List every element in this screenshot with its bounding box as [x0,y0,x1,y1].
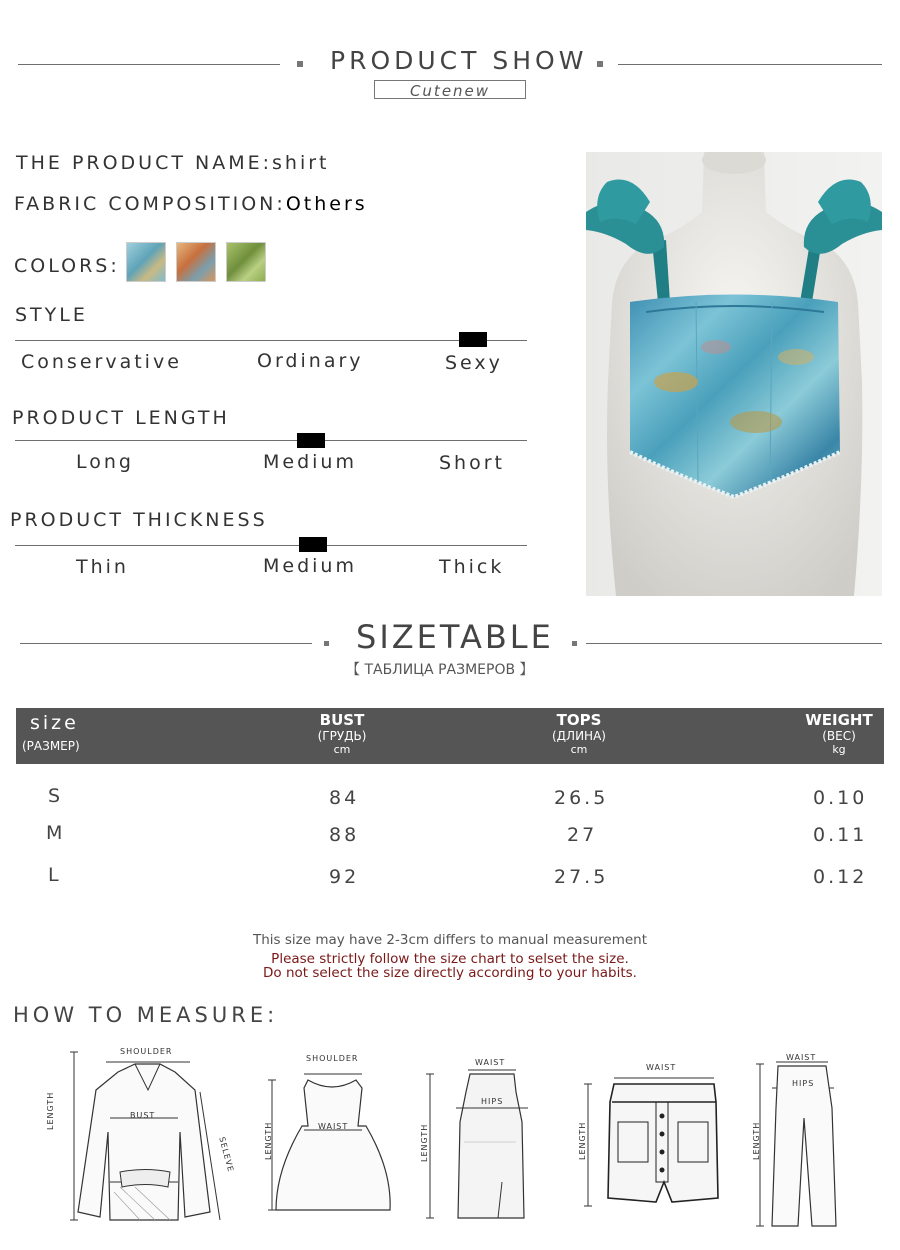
sizetable-title: SIZETABLE [356,618,554,656]
header-tops [519,708,639,764]
skirt-hips-label: HIPS [481,1097,504,1106]
style-option-ordinary: Ordinary [257,350,364,372]
style-scale-line [15,340,527,341]
thickness-scale-line [15,545,527,546]
header-weight-sub: (BEC) [822,729,856,743]
product-name-value: shirt [272,152,330,174]
table-row-l-size: L [48,864,62,886]
length-option-long: Long [76,451,134,473]
pants-hips-label: HIPS [792,1079,815,1088]
table-row-s-weight: 0.10 [813,787,868,809]
pants-length-label: LENGTH [752,1121,761,1160]
divider-dot [597,61,603,67]
note-measurement: This size may have 2-3cm differs to manual measurement [252,932,648,948]
header-weight-unit: kg [832,743,846,756]
table-row-l-weight: 0.12 [813,866,868,888]
jacket-shoulder-label: SHOULDER [120,1047,173,1056]
table-row-l-tops: 27.5 [554,866,609,888]
note-habits: Do not select the size directly according to your habits. [263,965,637,981]
divider-line [18,64,280,65]
style-option-sexy: Sexy [445,352,503,374]
table-row-m-weight: 0.11 [813,824,868,846]
header-bust-main: BUST [319,711,365,729]
table-row-l-bust: 92 [329,866,360,888]
table-row-m-size: M [46,822,66,844]
header-bust-unit: cm [333,743,351,756]
shorts-length-label: LENGTH [578,1121,587,1160]
divider-line [586,643,882,644]
divider-line [20,643,312,644]
header-weight [779,708,899,764]
divider-dot [572,641,577,646]
jacket-length-label: LENGTH [46,1091,55,1130]
color-swatch-2[interactable] [176,242,216,282]
jacket-sleeve-label: SELEVE [217,1136,236,1174]
shorts-diagram [578,1072,738,1212]
thickness-option-thin: Thin [76,556,129,578]
header-size-main: size [30,712,79,734]
header-size-sub: (РАЗМЕР) [22,739,80,753]
color-swatch-1[interactable] [126,242,166,282]
table-row-s-size: S [48,785,64,807]
length-marker [297,433,325,448]
skirt-waist-label: WAIST [475,1058,506,1067]
divider-line [618,64,882,65]
length-option-medium: Medium [263,451,357,473]
brand-name: Cutenew [409,82,491,100]
dress-diagram [262,1060,402,1220]
divider-dot [297,61,303,67]
table-row-m-bust: 88 [329,824,360,846]
fabric-row [14,193,368,215]
note-follow-chart: Please strictly follow the size chart to selset the size. [271,951,629,967]
table-row-s-tops: 26.5 [554,787,609,809]
size-table-header [16,708,884,764]
product-name-label: THE PRODUCT NAME: [16,152,273,174]
product-photo [586,152,882,596]
product-show-title: PRODUCT SHOW [330,46,588,75]
pants-waist-label: WAIST [786,1053,817,1062]
thickness-title: PRODUCT THICKNESS [10,509,268,531]
how-to-measure-title: HOW TO MEASURE: [13,1003,279,1027]
style-option-conservative: Conservative [21,351,182,373]
header-bust-sub: (ГРУДЬ) [317,729,367,743]
brand-box [374,80,526,99]
colors-label: COLORS: [14,255,120,277]
table-row-m-tops: 27 [567,824,598,846]
divider-dot [324,641,329,646]
style-title: STYLE [15,304,88,326]
thickness-option-thick: Thick [439,556,505,578]
thickness-option-medium: Medium [263,555,357,577]
header-bust [282,708,402,764]
fabric-label: FABRIC COMPOSITION: [14,193,286,215]
jacket-bust-label: BUST [130,1111,156,1120]
length-option-short: Short [439,452,505,474]
header-size [16,708,106,764]
header-tops-unit: cm [570,743,588,756]
skirt-length-label: LENGTH [420,1123,429,1162]
product-name-row [16,152,330,174]
table-row-s-bust: 84 [329,787,360,809]
header-tops-main: TOPS [556,711,602,729]
fabric-value: Others [285,193,368,215]
dress-shoulder-label: SHOULDER [306,1054,359,1063]
shorts-waist-label: WAIST [646,1063,677,1072]
sizetable-subtitle: 【 ТАБЛИЦА РАЗМЕРОВ 】 [346,662,534,678]
length-scale-line [15,440,527,441]
header-tops-sub: (ДЛИНА) [552,729,606,743]
jacket-diagram [60,1042,230,1227]
dress-length-label: LENGTH [264,1121,273,1160]
dress-waist-label: WAIST [318,1122,349,1131]
skirt-diagram [420,1062,540,1222]
thickness-marker [299,537,327,552]
header-weight-main: WEIGHT [805,711,873,729]
color-swatch-3[interactable] [226,242,266,282]
length-title: PRODUCT LENGTH [12,407,230,429]
style-marker [459,332,487,347]
